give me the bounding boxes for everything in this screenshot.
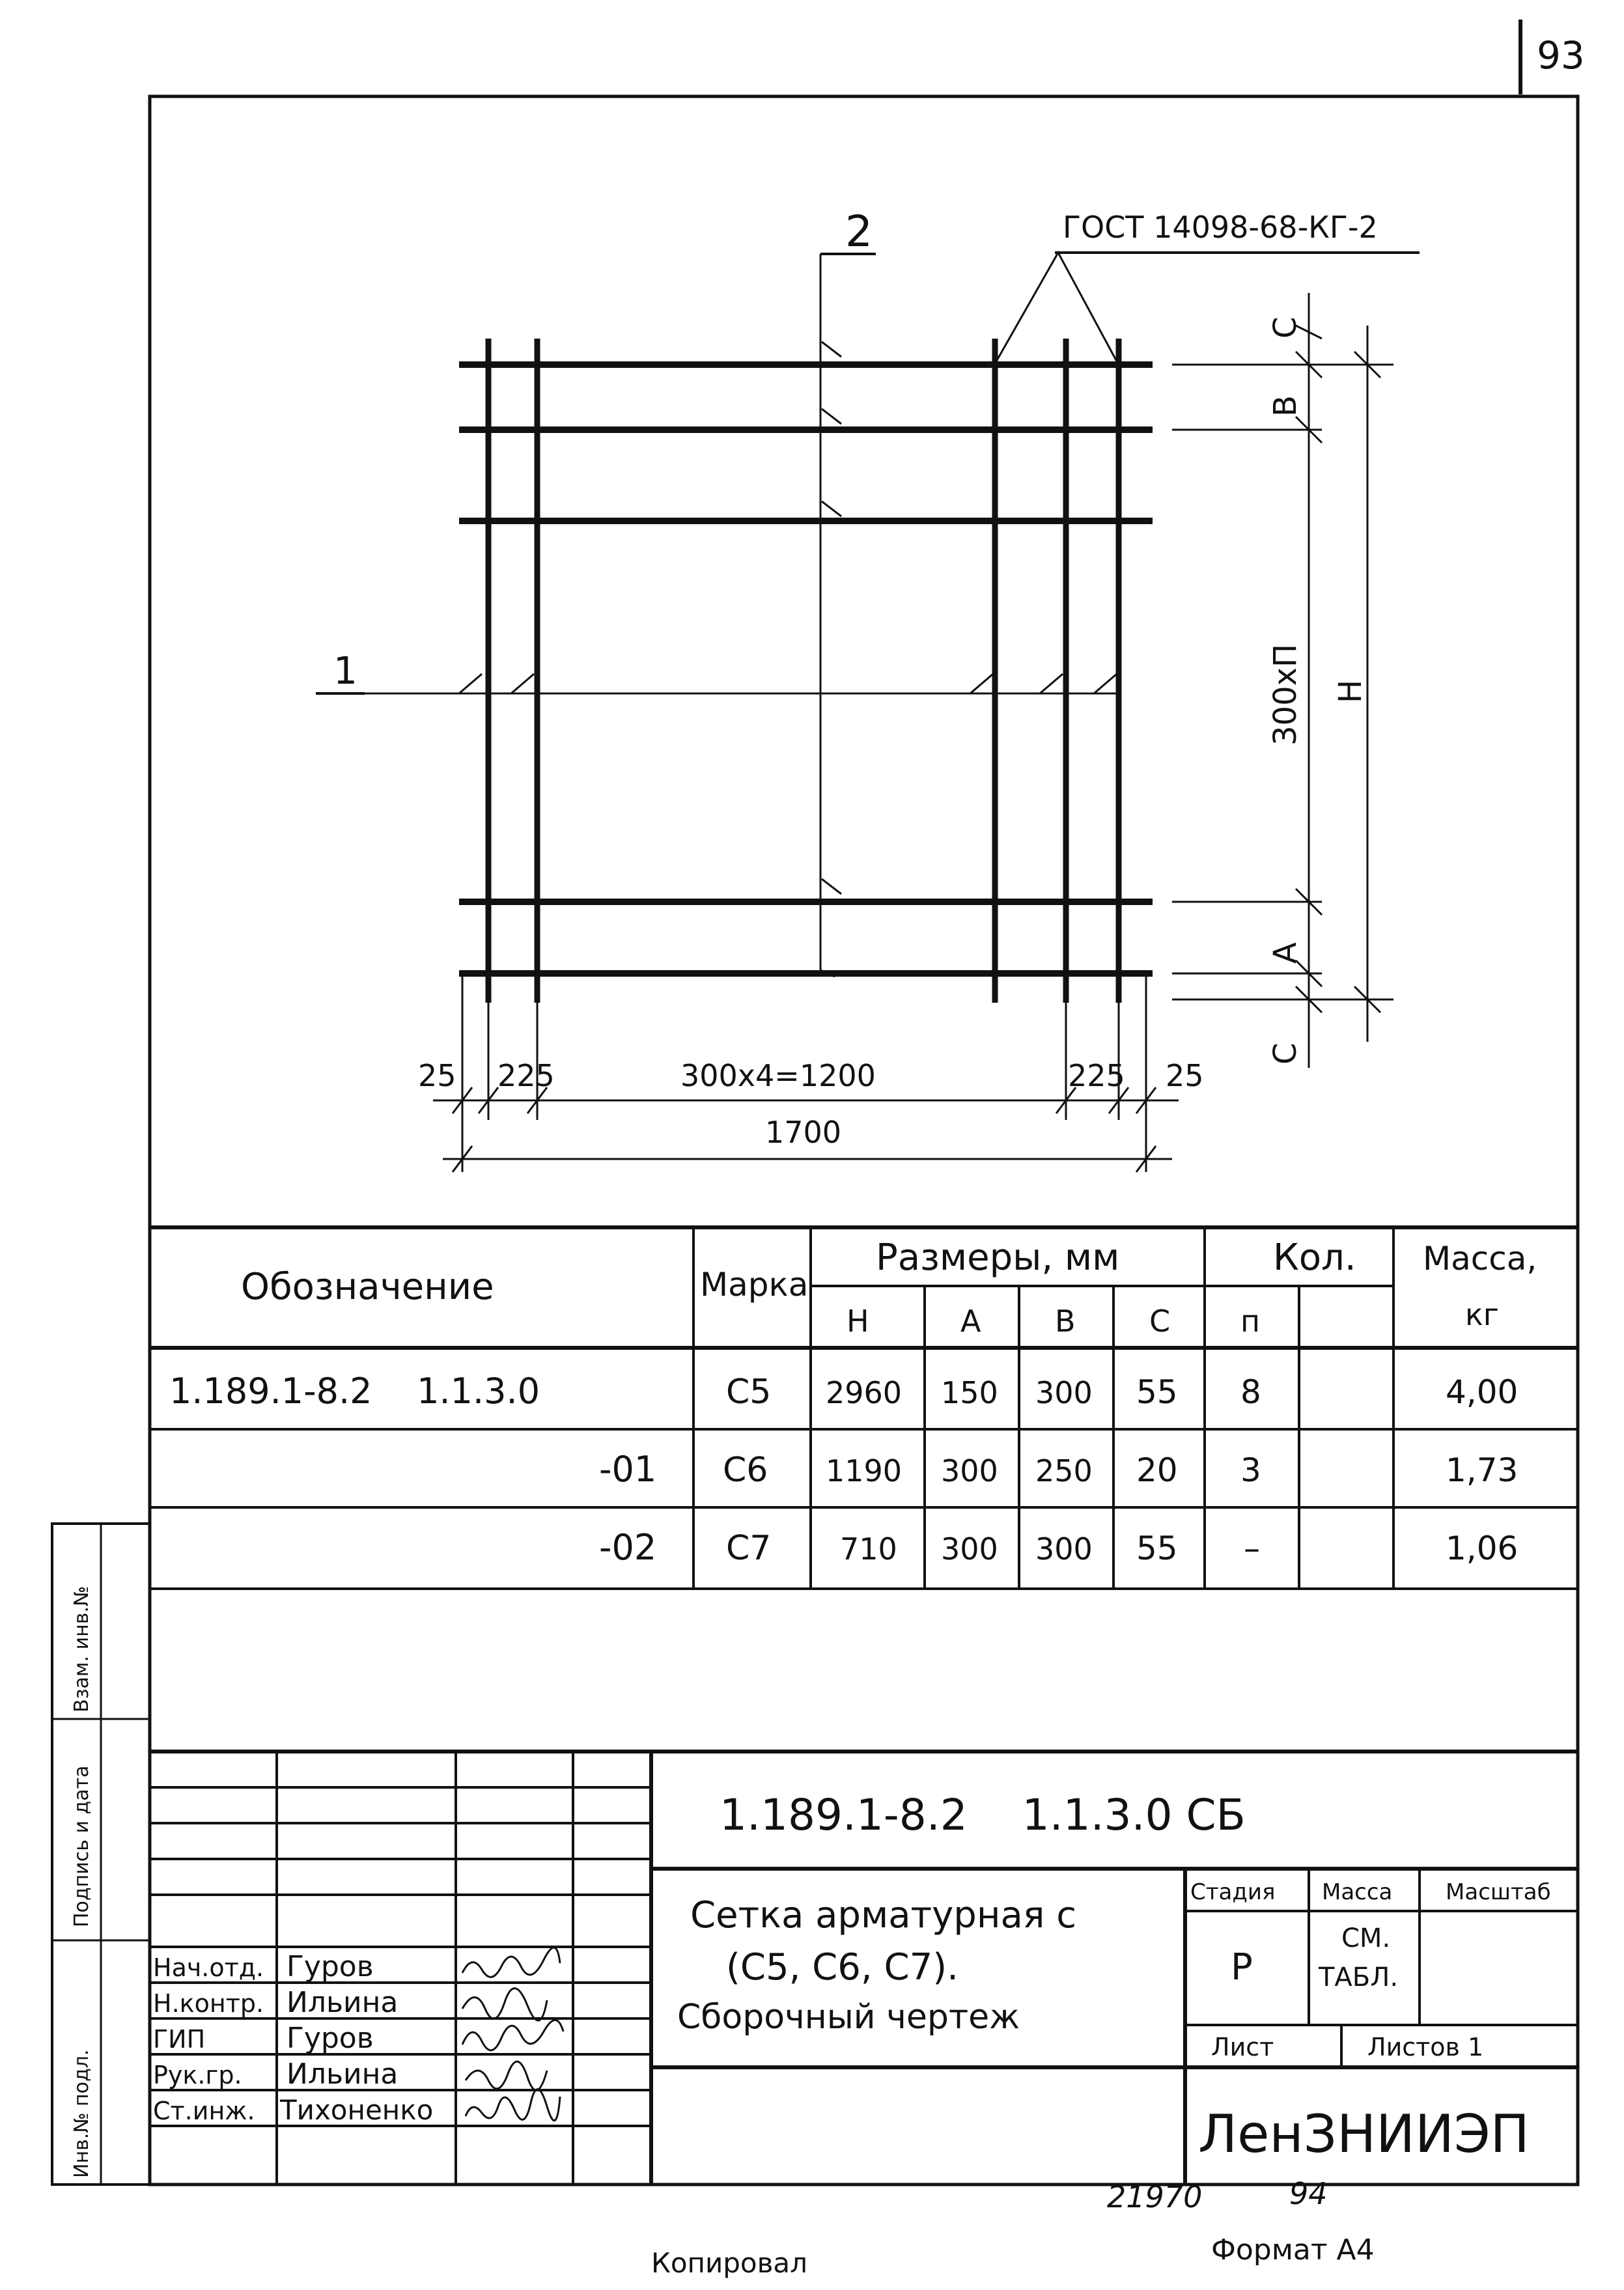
staff-name: Тихоненко xyxy=(280,2094,434,2126)
stage-value: Р xyxy=(1231,1946,1253,1989)
side-inv-orig: Инв.№ подл. xyxy=(70,2049,93,2178)
row-n: – xyxy=(1244,1529,1260,1567)
row-designation: -02 xyxy=(599,1527,657,1568)
drawing-frame xyxy=(150,96,1578,2185)
col-qty: Кол. xyxy=(1273,1236,1356,1279)
mesh-drawing xyxy=(316,206,1420,1172)
row-a: 300 xyxy=(941,1453,998,1488)
col-a: А xyxy=(960,1304,981,1339)
dim-total: 1700 xyxy=(765,1115,842,1150)
dim-25-right: 25 xyxy=(1166,1058,1204,1093)
staff-role: Ст.инж. xyxy=(153,2097,255,2125)
row-b: 250 xyxy=(1035,1453,1093,1488)
signature xyxy=(466,2089,560,2121)
staff-name: Гуров xyxy=(287,1950,374,1983)
signature xyxy=(462,2020,563,2050)
position-1-label: 1 xyxy=(333,649,357,693)
col-h: Н xyxy=(847,1304,869,1339)
row-h: 710 xyxy=(840,1531,897,1567)
col-c: С xyxy=(1149,1304,1171,1339)
archive-suffix: 94 xyxy=(1289,2176,1328,2211)
row-b: 300 xyxy=(1035,1531,1093,1567)
row-c: 55 xyxy=(1136,1529,1178,1567)
row-designation: -01 xyxy=(599,1449,657,1490)
row-b: 300 xyxy=(1035,1375,1093,1410)
side-stamp xyxy=(52,1524,150,2185)
row-h: 2960 xyxy=(826,1375,903,1410)
dim-300n: 300хП xyxy=(1267,643,1304,746)
table-row xyxy=(599,1527,1518,1568)
staff-name: Гуров xyxy=(287,2022,374,2055)
document-code: 1.189.1-8.2 1.1.3.0 СБ xyxy=(720,1790,1246,1840)
row-a: 300 xyxy=(941,1531,998,1567)
row-a: 150 xyxy=(941,1375,998,1410)
row-designation: 1.189.1-8.2 1.1.3.0 xyxy=(169,1371,540,1412)
format-label: Формат А4 xyxy=(1211,2233,1375,2267)
col-mark: Марка xyxy=(700,1266,809,1304)
staff-role: Н.контр. xyxy=(153,1989,264,2018)
sheet-number-box xyxy=(1520,20,1585,94)
title-block xyxy=(150,1752,1578,2185)
staff-role: Рук.гр. xyxy=(153,2061,242,2089)
row-n: 8 xyxy=(1240,1373,1261,1411)
position-2-label: 2 xyxy=(845,206,873,257)
dim-c-top: С xyxy=(1267,316,1304,339)
signature xyxy=(462,1948,560,1977)
scale-label: Масштаб xyxy=(1446,1879,1551,1905)
staff-list xyxy=(153,1950,433,2126)
row-mark: С7 xyxy=(726,1529,772,1568)
dim-b: В xyxy=(1267,395,1304,417)
mass-label: Масса xyxy=(1322,1879,1393,1905)
row-mass: 4,00 xyxy=(1446,1373,1519,1411)
dim-a: А xyxy=(1267,942,1304,964)
col-mass: Масса, xyxy=(1423,1240,1537,1278)
row-n: 3 xyxy=(1240,1451,1261,1489)
sheet-number: 93 xyxy=(1537,33,1585,77)
staff-role: Нач.отд. xyxy=(153,1953,264,1982)
row-mass: 1,06 xyxy=(1446,1529,1519,1567)
stage-label: Стадия xyxy=(1190,1879,1276,1905)
col-mass-unit: кг xyxy=(1465,1297,1499,1332)
side-replace-inv: Взам. инв.№ xyxy=(70,1585,93,1712)
title-line-3: Сборочный чертеж xyxy=(677,1998,1020,2037)
row-mark: С5 xyxy=(726,1373,772,1412)
dim-225-left: 225 xyxy=(497,1058,555,1093)
col-n: п xyxy=(1240,1304,1261,1339)
staff-name: Ильина xyxy=(287,1986,399,2019)
gost-note: ГОСТ 14098-68-КГ-2 xyxy=(1063,210,1378,245)
organization: ЛенЗНИИЭП xyxy=(1198,2104,1530,2164)
dim-c-bottom: С xyxy=(1267,1042,1304,1065)
row-c: 55 xyxy=(1136,1373,1178,1411)
dim-middle: 300х4=1200 xyxy=(680,1058,876,1093)
horizontal-rods xyxy=(459,365,1153,973)
archive-number: 21970 xyxy=(1107,2179,1203,2214)
table-row xyxy=(169,1371,1518,1412)
signature xyxy=(466,2061,547,2090)
staff-role: ГИП xyxy=(153,2025,206,2054)
mass-value-1: СМ. xyxy=(1341,1923,1391,1953)
title-line-1: Сетка арматурная с xyxy=(690,1894,1077,1936)
dim-h: Н xyxy=(1332,679,1369,703)
signatures xyxy=(462,1948,563,2121)
specification-table xyxy=(150,1227,1578,1589)
title-line-2: (С5, С6, С7). xyxy=(726,1946,959,1989)
row-c: 20 xyxy=(1136,1451,1178,1489)
dim-225-right: 225 xyxy=(1068,1058,1125,1093)
sheet-label: Лист xyxy=(1211,2033,1274,2061)
signature xyxy=(462,1989,547,2020)
col-designation: Обозначение xyxy=(241,1266,494,1308)
row-mark: С6 xyxy=(723,1451,768,1490)
col-b: В xyxy=(1055,1304,1076,1339)
sheets-label: Листов 1 xyxy=(1367,2033,1484,2061)
col-sizes: Размеры, мм xyxy=(876,1236,1120,1279)
copied-by: Копировал xyxy=(651,2247,807,2279)
mass-value-2: ТАБЛ. xyxy=(1319,1962,1399,1992)
row-h: 1190 xyxy=(826,1453,903,1488)
dim-25-left: 25 xyxy=(418,1058,456,1093)
table-row xyxy=(599,1449,1518,1490)
row-mass: 1,73 xyxy=(1446,1451,1519,1489)
staff-name: Ильина xyxy=(287,2058,399,2091)
side-sign-date: Подпись и дата xyxy=(70,1765,93,1927)
